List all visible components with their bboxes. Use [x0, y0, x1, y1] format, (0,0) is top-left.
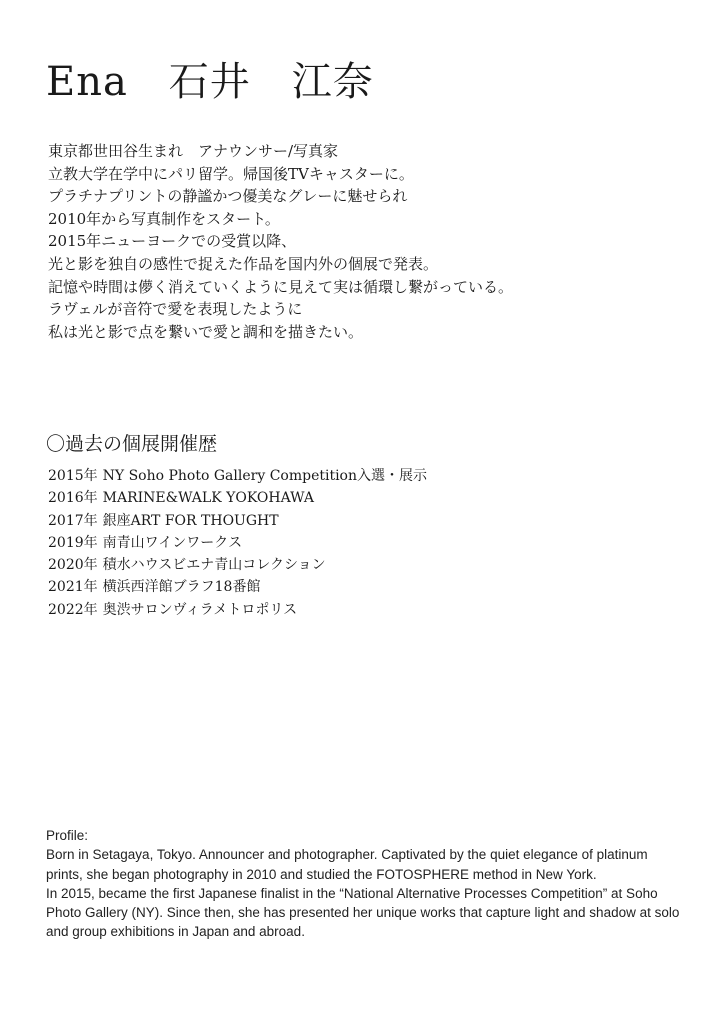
exhibition-item — [48, 532, 427, 554]
profile-paragraph: Born in Setagaya, Tokyo. Announcer and photographer. Captivated by the quiet elegance of platinum prints, she began photography in 2010 and studied the FOTOSPHERE method in New York. — [46, 847, 648, 882]
bio-line: 私は光と影で点を繋いで愛と調和を描きたい。 — [48, 322, 364, 341]
bio-line: 2015年ニューヨークでの受賞以降、 — [48, 232, 297, 251]
english-profile — [46, 826, 686, 942]
bio-line: 東京都世田谷生まれ アナウンサー/写真家 — [48, 142, 339, 160]
exhibition-title: 銀座ART FOR THOUGHT — [102, 512, 279, 529]
exhibition-year: 2022年 — [48, 601, 98, 618]
artist-name: Ena 石井 江奈 — [46, 59, 374, 105]
exhibition-item — [48, 487, 427, 509]
bio-line: 2010年から写真制作をスタート。 — [48, 209, 280, 228]
exhibition-title: 南青山ワインワークス — [102, 534, 243, 551]
exhibition-title: MARINE&WALK YOKOHAWA — [102, 490, 314, 507]
exhibition-item — [48, 599, 427, 621]
exhibition-item — [48, 554, 427, 576]
bio-line: 立教大学在学中にパリ留学。帰国後TVキャスターに。 — [48, 164, 414, 183]
exhibitions-list — [48, 465, 427, 621]
exhibition-item — [48, 576, 427, 598]
profile-paragraph: In 2015, became the first Japanese finalist in the “National Alternative Processes Competition” at Soho Photo Gallery (NY). Since then, she has presented her unique works that capture light and shadow at solo and group exhibitions in Japan and abroad. — [46, 885, 680, 940]
exhibition-year: 2020年 — [48, 557, 98, 574]
bio-line: ラヴェルが音符で愛を表現したように — [48, 300, 303, 319]
exhibition-title: 奥渋サロンヴィラメトロポリス — [102, 601, 298, 618]
exhibition-year: 2021年 — [48, 579, 98, 596]
exhibition-year: 2015年 — [48, 468, 98, 484]
bio-line: 光と影を独自の感性で捉えた作品を国内外の個展で発表。 — [48, 254, 439, 273]
exhibition-title: 横浜西洋館ブラフ18番館 — [102, 579, 261, 596]
exhibitions-heading: 〇過去の個展開催歴 — [46, 433, 218, 455]
exhibition-year: 2016年 — [48, 490, 98, 507]
bio-text — [48, 140, 688, 343]
profile-label: Profile: — [46, 828, 89, 843]
exhibition-item — [48, 510, 427, 532]
bio-line: 記憶や時間は儚く消えていくように見えて実は循環し繋がっている。 — [48, 277, 514, 296]
bio-line: プラチナプリントの静謐かつ優美なグレーに魅せられ — [48, 187, 408, 206]
exhibition-title: NY Soho Photo Gallery Competition入選・展示 — [102, 468, 428, 484]
exhibition-year: 2017年 — [48, 512, 98, 529]
exhibition-title: 積水ハウスビエナ青山コレクション — [102, 557, 326, 574]
exhibition-item — [48, 465, 427, 487]
exhibition-year: 2019年 — [48, 534, 98, 551]
